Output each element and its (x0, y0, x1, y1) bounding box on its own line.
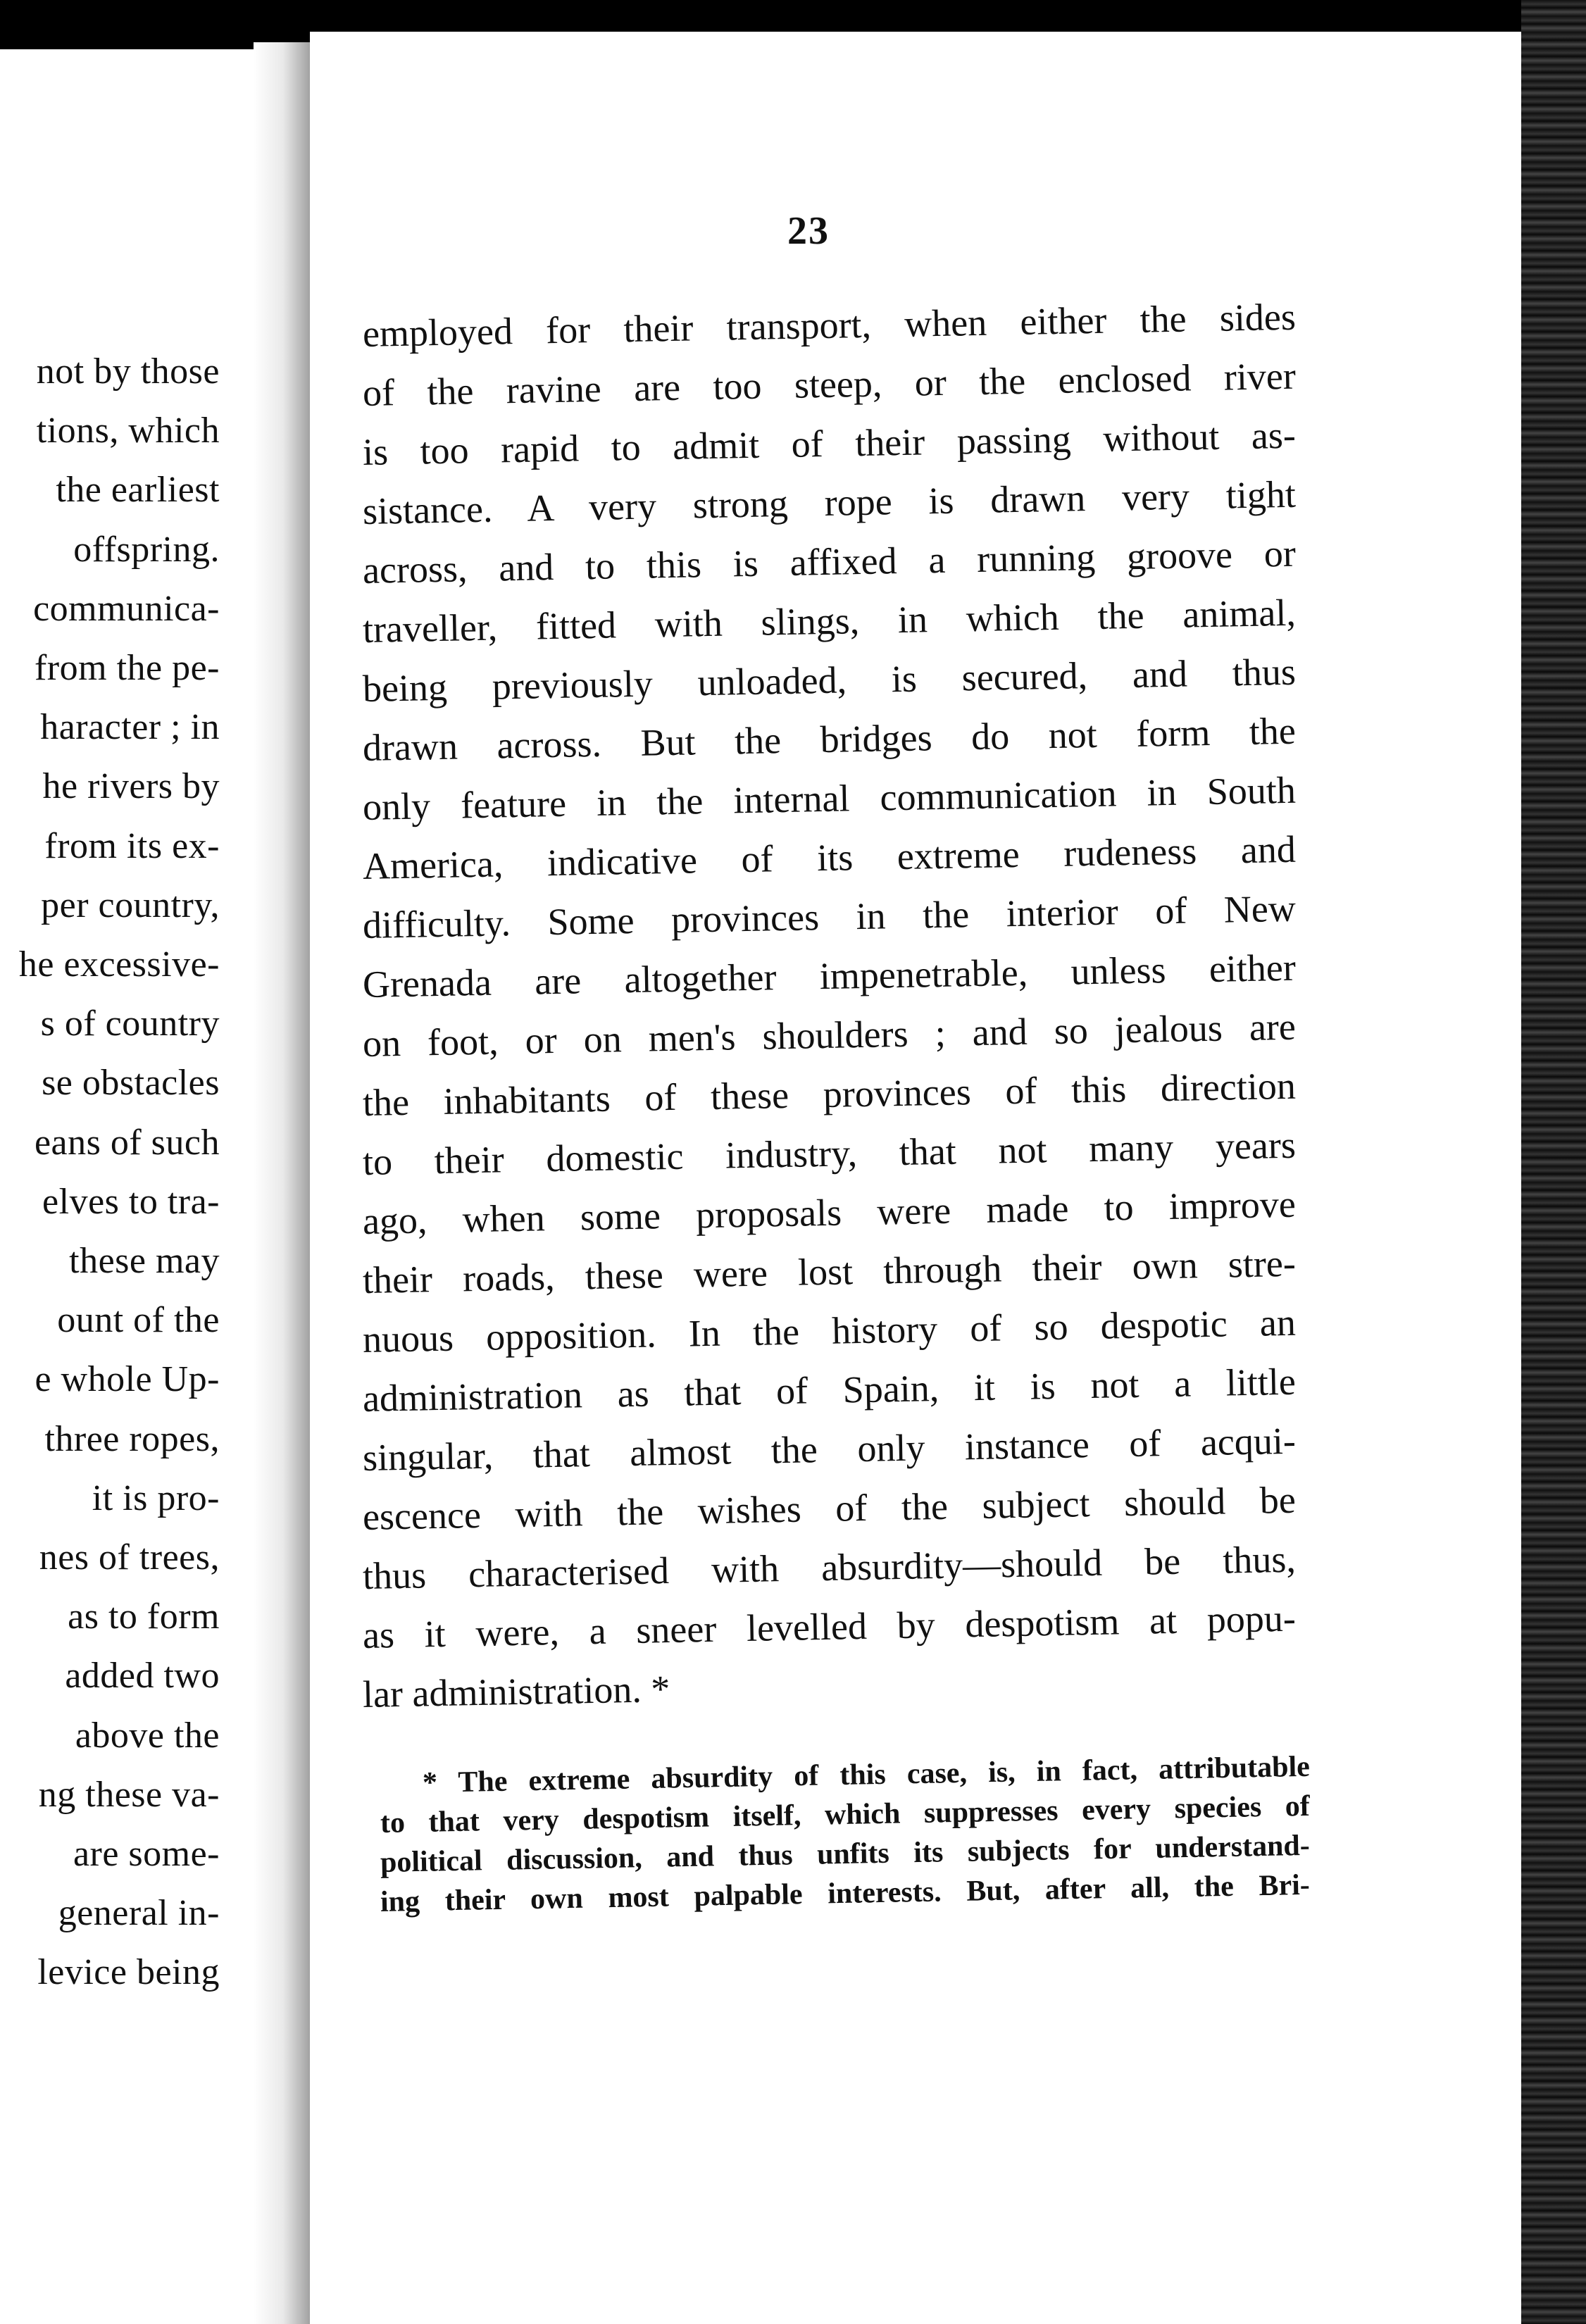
left-page-line: from its ex- (44, 825, 220, 866)
body-text (362, 295, 1297, 1724)
body-line: as it were, a sneer levelled by despotism at popu- (362, 1597, 1297, 1656)
body-line: lar administration. * (362, 1668, 670, 1716)
left-page-line: he rivers by (42, 766, 220, 807)
body-line: nuous opposition. In the history of so despotic an (362, 1301, 1297, 1361)
body-line: ago, when some proposals were made to improve (362, 1182, 1297, 1242)
left-page-line: not by those (36, 351, 220, 392)
footnote-line: ing their own most palpable interests. But, after all, the Bri- (380, 1868, 1311, 1918)
footnote (380, 1750, 1311, 1922)
body-line: only feature in the internal communication in South (362, 768, 1297, 828)
body-line: thus characterised with absurdity—should be thus, (362, 1537, 1297, 1597)
body-line: on foot, or on men's shoulders ; and so jealous are (362, 1005, 1297, 1065)
body-line: employed for their transport, when either the sides (362, 295, 1297, 355)
body-line: Grenada are altogether impenetrable, unless either (362, 946, 1297, 1006)
left-page (0, 49, 282, 2324)
left-page-line: above the (75, 1715, 220, 1756)
left-page-line: are some- (73, 1834, 220, 1874)
left-page-line: tions, which (36, 411, 220, 451)
body-line: America, indicative of its extreme rudeness and (362, 827, 1297, 887)
footnote-line: to that very despotism itself, which suppresses every species of (380, 1789, 1311, 1839)
footnote-line: * The extreme absurdity of this case, is, in fact, attributable (422, 1750, 1311, 1799)
body-line: administration as that of Spain, it is not a little (362, 1360, 1297, 1420)
left-page-line: these may (69, 1241, 220, 1281)
left-page-line: nes of trees, (39, 1537, 220, 1578)
left-page-line: ount of the (57, 1300, 220, 1341)
left-page-line: elves to tra- (42, 1181, 220, 1222)
body-line: being previously unloaded, is secured, and thus (362, 650, 1297, 710)
left-page-line: it is pro- (92, 1478, 220, 1518)
page-edge (1521, 0, 1586, 2324)
left-page-line: added two (65, 1656, 220, 1697)
body-line: singular, that almost the only instance of acqui- (362, 1419, 1297, 1479)
left-page-line: ng these va- (38, 1774, 220, 1815)
left-page-line: he excessive- (18, 944, 220, 985)
body-line: sistance. A very strong rope is drawn very tight (362, 473, 1297, 532)
left-page-line: from the pe- (34, 648, 220, 688)
body-line: to their domestic industry, that not many years (362, 1123, 1297, 1183)
body-line: drawn across. But the bridges do not form the (362, 709, 1297, 769)
page-number: 23 (787, 209, 830, 253)
left-page-line: general in- (58, 1893, 220, 1934)
left-page-line: offspring. (73, 529, 220, 570)
body-line: is too rapid to admit of their passing without as- (362, 413, 1297, 473)
left-page-line: the earliest (56, 470, 220, 511)
left-page-line: eans of such (34, 1122, 220, 1163)
left-page-line: e whole Up- (35, 1359, 220, 1400)
left-page-line: s of country (40, 1004, 220, 1044)
body-line: of the ravine are too steep, or the enclosed river (362, 354, 1297, 414)
body-line: their roads, these were lost through their own stre- (362, 1242, 1297, 1301)
left-page-line: per country, (41, 885, 220, 925)
left-page-line: as to form (68, 1597, 220, 1637)
footnote-line: political discussion, and thus unfits its subjects for understand- (380, 1829, 1311, 1879)
body-line: across, and to this is affixed a running groove or (362, 532, 1297, 592)
scan-mark (428, 17, 449, 27)
body-line: escence with the wishes of the subject should be (362, 1478, 1297, 1538)
left-page-line: communica- (33, 588, 220, 629)
left-page-line: se obstacles (42, 1063, 220, 1104)
left-page-line: three ropes, (44, 1418, 220, 1459)
left-page-line: haracter ; in (40, 707, 220, 748)
left-page-line: levice being (37, 1952, 220, 1993)
body-line: difficulty. Some provinces in the interior of New (362, 887, 1297, 947)
body-line: traveller, fitted with slings, in which the animal, (362, 591, 1297, 651)
body-line: the inhabitants of these provinces of this direction (362, 1064, 1297, 1124)
